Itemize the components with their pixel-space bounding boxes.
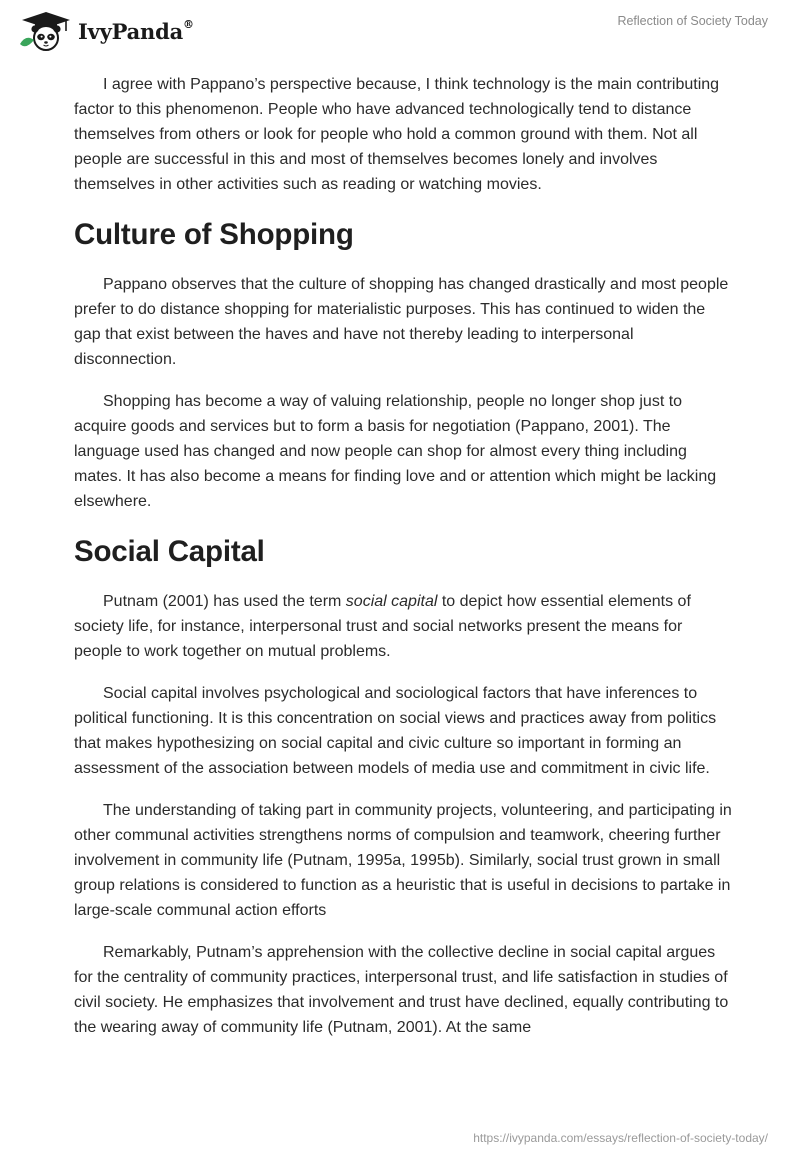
panda-graduation-icon <box>16 10 74 52</box>
document-title: Reflection of Society Today <box>617 14 768 28</box>
section-heading-shopping: Culture of Shopping <box>74 218 354 251</box>
section-heading-social-capital: Social Capital <box>74 535 265 568</box>
site-logo[interactable] <box>16 10 194 52</box>
essay-content <box>74 72 734 1057</box>
paragraph: Pappano observes that the culture of shopping has changed drastically and most people prefer to do distance shopping for materialistic purposes. This has continued to widen the gap that exist between the haves and have not thereby leading to interpersonal disconnection. <box>74 276 729 368</box>
emphasis-term: social capital <box>345 593 438 610</box>
paragraph: Remarkably, Putnam’s apprehension with the collective decline in social capital argues for the centrality of community practices, interpersonal trust, and life satisfaction in studies of civil society. He emphasizes that involvement and trust have declined, equally contributing to the wearing away of community life (Putnam, 2001). At the same <box>74 944 729 1036</box>
paragraph: Social capital involves psychological and sociological factors that have inferences to political functioning. It is this concentration on social views and practices away from politics that makes hypothesizing on social capital and civic culture so important in forming an assessment of the association between models of media use and commitment in civic life. <box>74 685 717 777</box>
page-header <box>0 0 800 64</box>
paragraph: Putnam (2001) has used the term social capital to depict how essential elements of society life, for instance, interpersonal trust and social networks present the means for people to work together on mutual problems. <box>74 593 691 660</box>
paragraph: I agree with Pappano’s perspective because, I think technology is the main contributing factor to this phenomenon. People who have advanced technologically tend to distance themselves from others or look for people who hold a common ground with them. Not all people are successful in this and most of themselves becomes lonely and involves themselves in other activities such as reading or watching movies. <box>74 76 720 193</box>
paragraph: Shopping has become a way of valuing relationship, people no longer shop just to acquire goods and services but to form a basis for negotiation (Pappano, 2001). The language used has changed and now people can shop for almost every thing including mates. It has also become a means for finding love and or attention which might be lacking elsewhere. <box>74 393 717 510</box>
logo-wordmark: IvyPanda® <box>78 17 194 44</box>
paragraph: The understanding of taking part in community projects, volunteering, and participating in other communal activities strengthens norms of compulsion and teamwork, cheering further involvement in community life (Putnam, 1995a, 1995b). Similarly, social trust grown in small group relations is considered to function as a heuristic that is useful in decisions to partake in large-scale communal action efforts <box>74 802 732 919</box>
source-url[interactable]: https://ivypanda.com/essays/reflection-of-society-today/ <box>473 1131 768 1145</box>
